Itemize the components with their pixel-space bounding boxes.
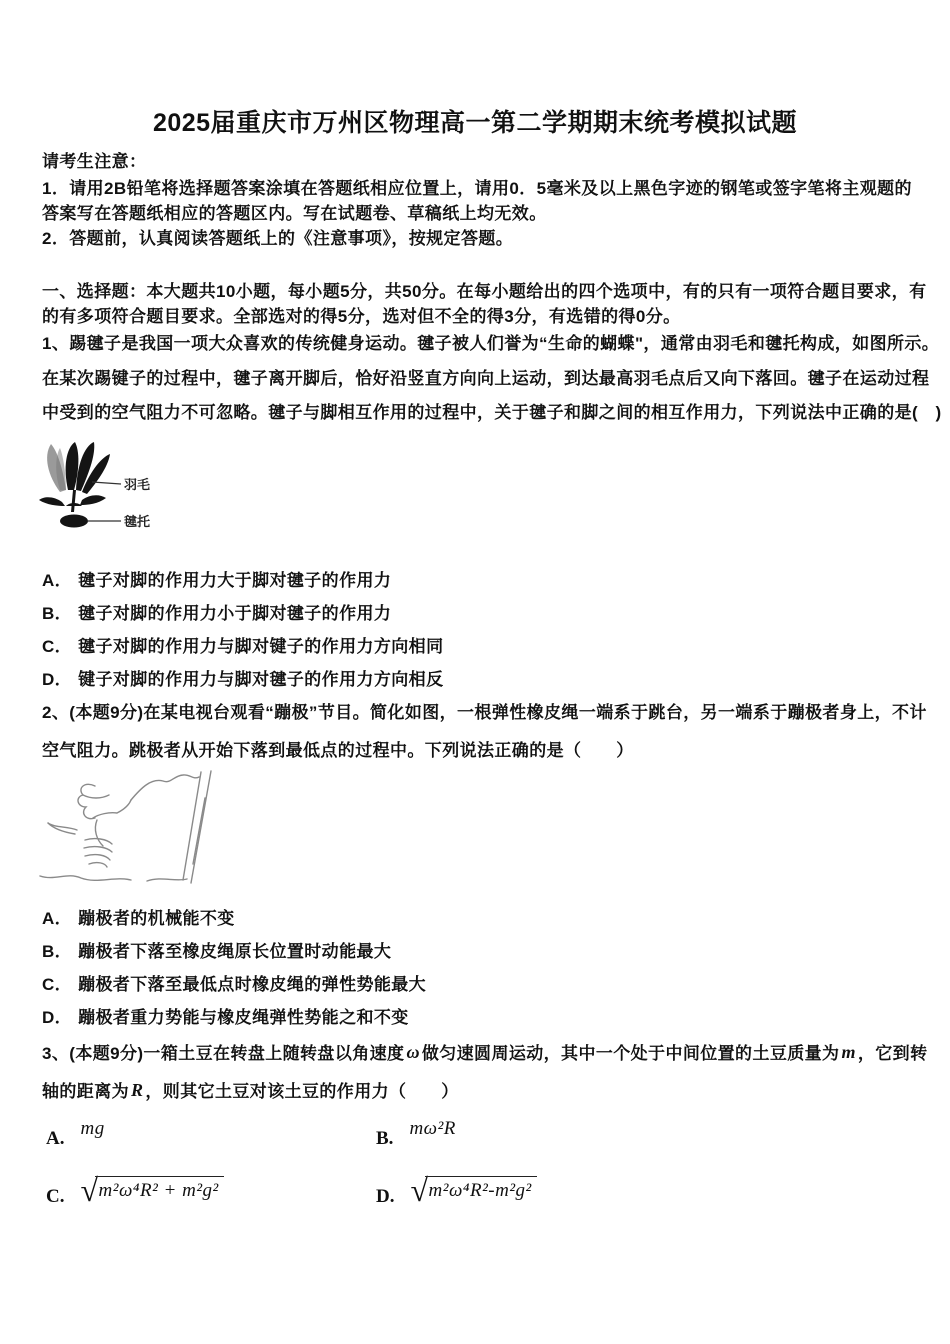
omega-symbol: ω — [406, 1042, 420, 1062]
option-label: C. — [46, 1186, 65, 1207]
mass-symbol: m — [841, 1042, 856, 1062]
option-label: A． — [42, 571, 73, 590]
option-text: 蹦极者下落至橡皮绳原长位置时动能最大 — [78, 942, 392, 961]
q3-option-b — [376, 1118, 456, 1150]
radicand: m²ω⁴R²-m²g² — [425, 1176, 537, 1202]
option-label: D. — [376, 1186, 395, 1207]
option-label: C． — [42, 637, 73, 656]
q1-option-c — [42, 636, 916, 659]
stem-text: ，则其它土豆对该土豆的作用力（ ） — [145, 1082, 459, 1101]
q1-stem-line: 1、踢毽子是我国一项大众喜欢的传统健身运动。毽子被人们誉为“生命的蝴蝶"，通常由羽毛和毽托构成，如图所示。 — [42, 334, 940, 353]
option-label: B. — [376, 1128, 394, 1149]
q1-stem-line: 中受到的空气阻力不可忽略。毽子与脚相互作用的过程中，关于毽子和脚之间的相互作用力，下列说法中正确的是( ) — [42, 403, 942, 422]
q2-option-a — [42, 908, 916, 931]
section-heading-line: 一、选择题：本大题共10小题，每小题5分，共50分。在每小题给出的四个选项中，有的只有一项符合题目要求，有 — [42, 282, 927, 301]
formula — [80, 1172, 223, 1208]
option-label: C． — [42, 975, 73, 994]
q3-stem-line — [42, 1079, 916, 1104]
option-label: D． — [42, 670, 73, 689]
q2-stem-line: 2、(本题9分)在某电视台观看“蹦极”节目。简化如图，一根弹性橡皮绳一端系于跳台，另一端系于蹦极者身上，不计 — [42, 703, 927, 722]
q3-option-c — [46, 1172, 224, 1208]
bungee-figure — [35, 768, 235, 888]
option-text: 毽子对脚的作用力大于脚对毽子的作用力 — [78, 571, 392, 590]
q2-option-c — [42, 974, 916, 997]
option-text: 毽子对脚的作用力小于脚对毽子的作用力 — [78, 604, 392, 623]
q2-option-b — [42, 941, 916, 964]
shuttlecock-drawing — [39, 442, 150, 529]
stem-text: 3、(本题9分)一箱土豆在转盘上随转盘以角速度 — [42, 1044, 405, 1063]
notice-heading: 请考生注意： — [42, 152, 147, 171]
q3-option-a — [46, 1118, 105, 1150]
stem-text: ，它到转 — [857, 1044, 928, 1063]
radical-sign: √ — [410, 1172, 429, 1208]
stem-text: 做匀速圆周运动，其中一个处于中间位置的土豆质量为 — [421, 1044, 840, 1063]
option-text: 蹦极者下落至最低点时橡皮绳的弹性势能最大 — [78, 975, 427, 994]
option-text: 键子对脚的作用力与脚对毽子的作用力方向相反 — [78, 670, 444, 689]
notice-line: 2．答题前，认真阅读答题纸上的《注意事项》，按规定答题。 — [42, 229, 514, 248]
option-label: B． — [42, 942, 73, 961]
exam-title: 2025届重庆市万州区物理高一第二学期期末统考模拟试题 — [152, 109, 798, 137]
option-label: A. — [46, 1128, 65, 1149]
radius-symbol: R — [131, 1080, 144, 1100]
stem-text: 轴的距离为 — [42, 1082, 129, 1101]
q1-option-b — [42, 603, 916, 626]
notice-line: 1．请用2B铅笔将选择题答案涂填在答题纸相应位置上，请用0．5毫米及以上黑色字迹的钢笔或签字笔将主观题的 — [42, 179, 912, 198]
q2-stem-line: 空气阻力。跳极者从开始下落到最低点的过程中。下列说法正确的是（ ） — [42, 741, 634, 760]
formula: mω²R — [409, 1118, 456, 1139]
feather-label: 羽毛 — [124, 477, 151, 492]
bungee-drawing — [40, 771, 211, 883]
q1-stem-line: 在某次踢键子的过程中，毽子离开脚后，恰好沿竖直方向向上运动，到达最高羽毛点后又向下落回。毽子在运动过程 — [42, 369, 930, 388]
notice-line: 答案写在答题纸相应的答题区内。写在试题卷、草稿纸上均无效。 — [42, 204, 547, 223]
option-text: 蹦极者重力势能与橡皮绳弹性势能之和不变 — [78, 1008, 409, 1027]
base-label: 毽托 — [124, 514, 151, 529]
shuttlecock-figure — [30, 432, 210, 537]
formula: mg — [80, 1118, 105, 1139]
q3-option-d — [376, 1172, 537, 1208]
radicand: m²ω⁴R² + m²g² — [95, 1176, 224, 1202]
option-label: B． — [42, 604, 73, 623]
formula — [410, 1172, 536, 1208]
q1-option-d — [42, 669, 916, 692]
q3-stem-line — [42, 1041, 928, 1066]
option-text: 蹦极者的机械能不变 — [78, 909, 235, 928]
radical-sign: √ — [80, 1172, 99, 1208]
option-label: D． — [42, 1008, 73, 1027]
q2-option-d — [42, 1007, 916, 1030]
q1-option-a — [42, 570, 916, 593]
option-text: 毽子对脚的作用力与脚对键子的作用力方向相同 — [78, 637, 444, 656]
option-label: A． — [42, 909, 73, 928]
section-heading-line: 的有多项符合题目要求。全部选对的得5分，选对但不全的得3分，有选错的得0分。 — [42, 307, 681, 326]
